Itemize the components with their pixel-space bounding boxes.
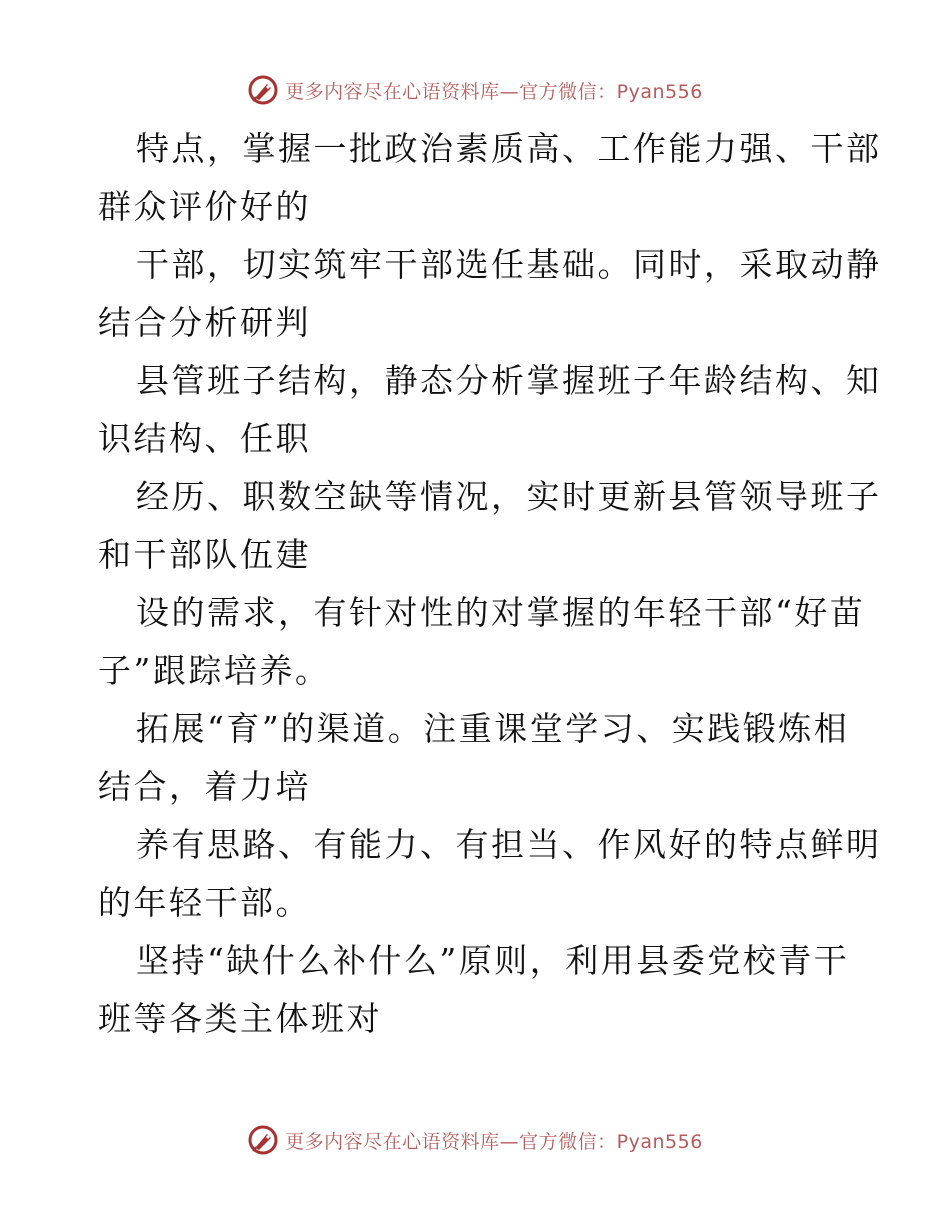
body-line: 子”跟踪培养。: [98, 651, 331, 690]
body-line: 干部，切实筑牢干部选任基础。同时，采取动静: [136, 245, 882, 284]
body-line: 的年轻干部。: [98, 883, 311, 922]
header-banner: [0, 70, 950, 110]
body-line: 养有思路、有能力、有担当、作风好的特点鲜明: [136, 825, 882, 864]
body-line: 结合分析研判: [98, 303, 311, 342]
body-line: 和干部队伍建: [98, 535, 311, 574]
pen-nib-logo-icon: [247, 1124, 279, 1156]
document-body: [98, 120, 882, 1048]
body-line: 结合，着力培: [98, 767, 311, 806]
footer-banner: [0, 1120, 950, 1160]
footer-banner-text: 更多内容尽在心语资料库—官方微信：Pyan556: [285, 1130, 703, 1153]
body-line: 群众评价好的: [98, 187, 311, 226]
pen-nib-logo-icon: [247, 74, 279, 106]
body-line: 经历、职数空缺等情况，实时更新县管领导班子: [136, 477, 882, 516]
body-line: 拓展“育”的渠道。注重课堂学习、实践锻炼相: [136, 709, 850, 748]
body-line: 县管班子结构，静态分析掌握班子年龄结构、知: [136, 361, 882, 400]
body-line: 特点，掌握一批政治素质高、工作能力强、干部: [136, 129, 882, 168]
body-line: 设的需求，有针对性的对掌握的年轻干部“好苗: [136, 593, 866, 632]
body-line: 识结构、任职: [98, 419, 311, 458]
header-banner-text: 更多内容尽在心语资料库—官方微信：Pyan556: [285, 80, 703, 103]
body-line: 班等各类主体班对: [98, 999, 382, 1038]
body-line: 坚持“缺什么补什么”原则，利用县委党校青干: [136, 941, 850, 980]
